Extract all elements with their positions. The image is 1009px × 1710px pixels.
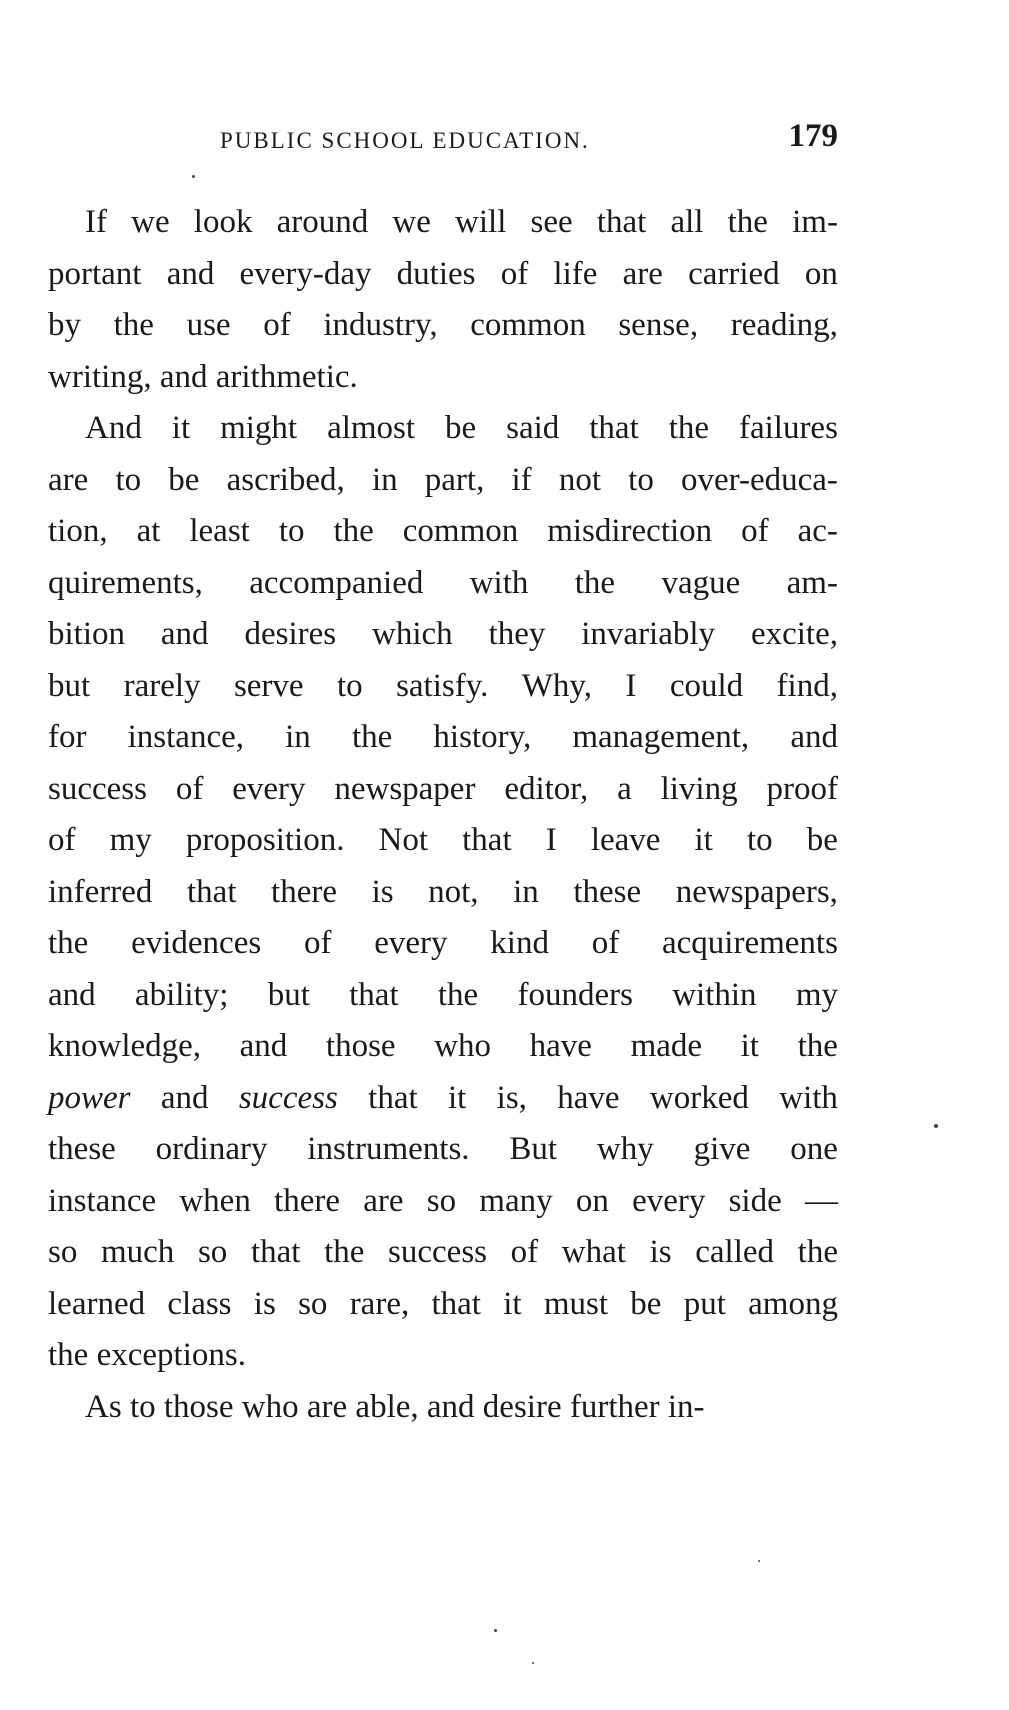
scan-speck <box>532 1662 534 1664</box>
text-line: knowledge, and those who have made it the <box>48 1028 838 1064</box>
text-line: learned class is so rare, that it must be put among <box>48 1285 838 1322</box>
text-line: the evidences of every kind of acquirements <box>48 925 838 961</box>
text-line: portant and every-day duties of life are carried on <box>48 255 838 292</box>
text-line: success of every newspaper editor, a living proof <box>48 770 838 807</box>
running-head <box>48 118 838 162</box>
text-line: power and success that it is, have worked with <box>48 1079 838 1116</box>
scan-speck <box>758 1560 760 1562</box>
text-line: As to those who are able, and desire further in- <box>85 1388 705 1425</box>
text-line: writing, and arithmetic. <box>48 358 358 395</box>
text-line: tion, at least to the common misdirection of ac- <box>48 513 838 549</box>
text-line: and ability; but that the founders within my <box>48 976 838 1013</box>
text-line: by the use of industry, common sense, reading, <box>48 307 838 343</box>
text-line: the exceptions. <box>48 1337 246 1373</box>
text-line: inferred that there is not, in these newspapers, <box>48 873 838 910</box>
scan-speck <box>494 1629 497 1632</box>
text-line: instance when there are so many on every side — <box>48 1182 838 1219</box>
text-line: And it might almost be said that the failures <box>85 410 838 446</box>
running-title: PUBLIC SCHOOL EDUCATION. <box>220 128 590 153</box>
text-line: quirements, accompanied with the vague am- <box>48 564 838 601</box>
text-line: of my proposition. Not that I leave it to be <box>48 822 838 858</box>
scan-speck <box>192 175 195 178</box>
page-number: 179 <box>788 118 838 154</box>
text-line: are to be ascribed, in part, if not to over-educa- <box>48 461 838 498</box>
text-line: bition and desires which they invariably excite, <box>48 616 838 652</box>
text-line: for instance, in the history, management, and <box>48 719 838 755</box>
text-line: so much so that the success of what is called the <box>48 1234 838 1270</box>
text-line: but rarely serve to satisfy. Why, I could find, <box>48 667 838 704</box>
body-text <box>48 197 838 1433</box>
text-line: If we look around we will see that all the im- <box>85 204 838 240</box>
scan-speck <box>934 1124 938 1128</box>
text-line: these ordinary instruments. But why give one <box>48 1131 838 1167</box>
